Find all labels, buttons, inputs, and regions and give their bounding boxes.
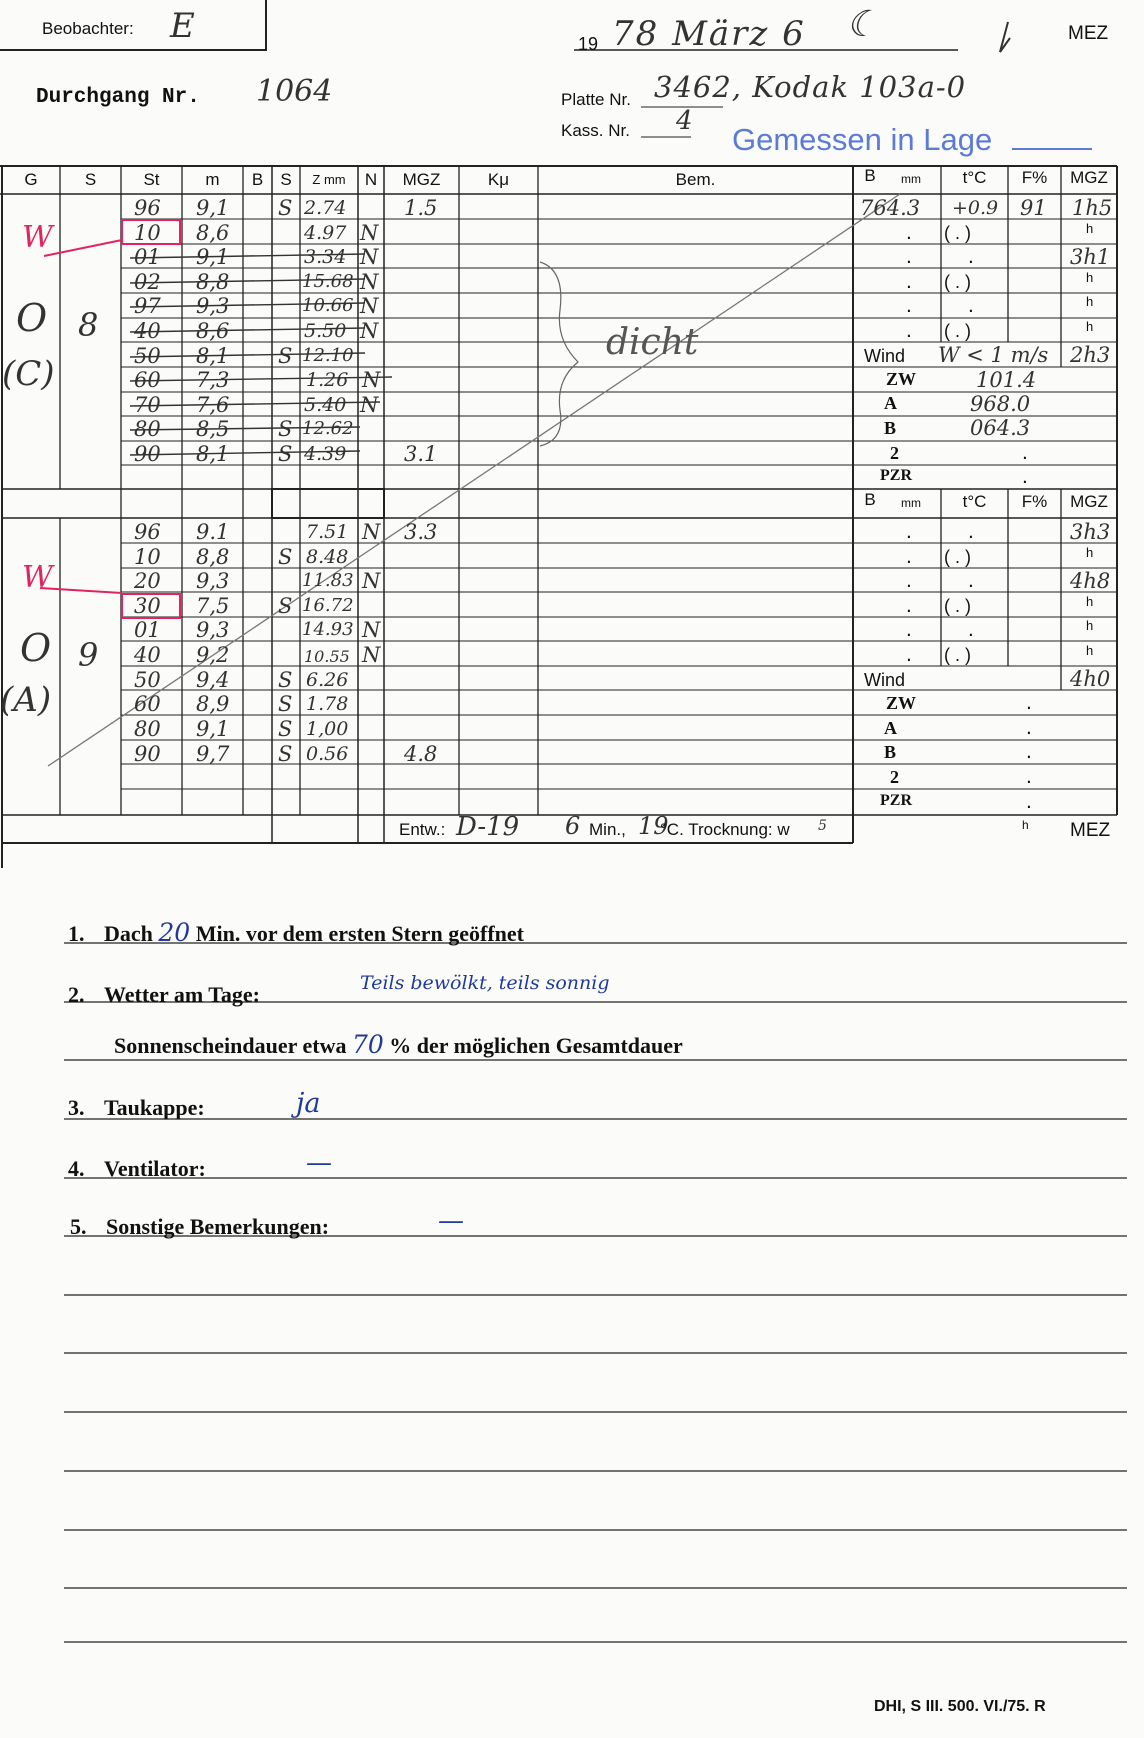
z-cell: 5.50	[304, 320, 347, 342]
side2-hdr-t: t°C	[962, 492, 987, 511]
side2-hdr-b: B	[864, 490, 876, 509]
mgz-cell: 4h8	[1070, 569, 1111, 593]
note3-num: 3.	[68, 1095, 85, 1120]
block2-o-mark: O	[20, 626, 52, 670]
block1-o-mark: O	[16, 296, 48, 340]
b-cell: .	[906, 569, 912, 592]
col-bem: Bem.	[675, 170, 716, 189]
mgz-cell: 3.1	[404, 442, 438, 466]
param-label: 2	[890, 443, 899, 463]
param-value: .	[1022, 441, 1028, 464]
s-cell: S	[278, 668, 293, 692]
st-cell: 60	[134, 692, 161, 716]
durchgang-value: 1064	[256, 74, 333, 109]
mgz-cell: h	[1086, 643, 1094, 658]
kass-label: Kass. Nr.	[561, 121, 630, 140]
n-cell: N	[362, 569, 381, 593]
z-cell: 7.51	[306, 521, 349, 543]
footer-h-mark: h	[1022, 818, 1029, 832]
entw-label: Entw.:	[399, 820, 446, 839]
s-cell: S	[278, 442, 293, 466]
t-cell: .	[968, 245, 974, 268]
b-cell: .	[906, 294, 912, 317]
st-cell: 96	[134, 520, 161, 544]
side1-hdr-mm: mm	[901, 172, 921, 186]
st-cell: 80	[134, 417, 161, 441]
beobachter-label: Beobachter:	[42, 19, 134, 38]
n-cell: N	[362, 643, 381, 667]
mgz-cell: h	[1086, 319, 1094, 334]
st-cell: 90	[134, 742, 161, 766]
m-cell: 9,1	[196, 196, 230, 220]
m-cell: 9,4	[196, 668, 230, 692]
side2-hdr-mgz: MGZ	[1070, 492, 1108, 511]
mgz-cell: h	[1086, 294, 1094, 309]
n-cell: N	[360, 245, 379, 269]
mgz-cell: 3h1	[1070, 245, 1111, 269]
z-cell: 1,00	[306, 718, 349, 740]
t-cell: +0.9	[952, 197, 999, 219]
m-cell: 9,1	[196, 717, 230, 741]
param-label: ZW	[886, 693, 917, 713]
z-cell: 12.62	[302, 418, 354, 439]
st-cell: 01	[134, 245, 161, 269]
block1-s-value: 8	[78, 306, 99, 344]
date-value: 78 März 6	[612, 14, 806, 54]
st-cell: 10	[134, 545, 161, 569]
mgz-cell: 4.8	[404, 742, 438, 766]
pencil-diagonal	[48, 194, 900, 766]
col-kmu: Kμ	[487, 170, 510, 189]
note2b	[114, 1030, 683, 1059]
z-cell: 8.48	[306, 546, 349, 568]
mgz-cell: 3h3	[1070, 520, 1111, 544]
note2-label: Wetter am Tage:	[104, 982, 261, 1007]
mgz-cell: 1.5	[404, 196, 438, 220]
note4-value: —	[306, 1148, 332, 1178]
st-cell: 80	[134, 717, 161, 741]
s-cell: S	[278, 417, 293, 441]
col-n: N	[364, 170, 378, 189]
note4-num: 4.	[68, 1156, 85, 1181]
m-cell: 9,2	[196, 643, 230, 667]
m-cell: 8,5	[196, 417, 230, 441]
note3-label: Taukappe:	[104, 1095, 205, 1120]
n-cell: N	[362, 618, 381, 642]
m-cell: 8,6	[196, 221, 230, 245]
col-z: Z mm	[312, 172, 346, 187]
t-cell: ( . )	[944, 223, 971, 243]
z-cell: 14.93	[302, 619, 354, 640]
m-cell: 8,1	[196, 442, 230, 466]
z-cell: 2.74	[304, 197, 347, 219]
col-s: S	[84, 170, 97, 189]
col-st: St	[143, 170, 160, 189]
m-cell: 9,1	[196, 245, 230, 269]
b-cell: .	[906, 594, 912, 617]
platte-label: Platte Nr.	[561, 90, 631, 109]
side2-hdr-mm: mm	[901, 496, 921, 510]
z-cell: 10.55	[304, 647, 350, 666]
n-cell: N	[360, 270, 379, 294]
z-cell: 0.56	[306, 743, 349, 765]
m-cell: 9,7	[196, 742, 230, 766]
temp-value: 19	[638, 812, 669, 840]
col-m: m	[205, 170, 220, 189]
st-cell: 70	[134, 393, 161, 417]
note4-label: Ventilator:	[104, 1156, 206, 1181]
t-cell: ( . )	[944, 272, 971, 292]
b-cell: .	[906, 618, 912, 641]
note2-num: 2.	[68, 982, 85, 1007]
z-cell: 6.26	[306, 669, 349, 691]
st-cell: 01	[134, 618, 161, 642]
trocknung-label: °C. Trocknung: w	[660, 820, 790, 839]
f-cell: 91	[1020, 196, 1047, 220]
note5-label: Sonstige Bemerkungen:	[106, 1214, 330, 1239]
t-cell: ( . )	[944, 596, 971, 616]
m-cell: 7,3	[196, 368, 230, 392]
m-cell: 8,8	[196, 545, 230, 569]
entw-value: D-19	[456, 812, 520, 842]
note1-pre: Dach	[104, 921, 153, 946]
st-cell: 40	[134, 319, 161, 343]
st-cell: 90	[134, 442, 161, 466]
arrow-mark-icon	[1000, 22, 1010, 52]
param-label: ZW	[886, 369, 917, 389]
m-cell: 9,3	[196, 294, 230, 318]
gemessen-stamp: Gemessen in Lage	[732, 122, 993, 157]
m-cell: 8,6	[196, 319, 230, 343]
block2-a-mark: (A)	[0, 680, 52, 720]
t-cell: .	[968, 569, 974, 592]
note3	[68, 1095, 205, 1121]
param-label: PZR	[880, 792, 912, 809]
side1-wind-mgz: 2h3	[1070, 343, 1111, 367]
min-value: 6	[565, 812, 581, 840]
param-label: A	[884, 718, 897, 738]
st-cell: 96	[134, 196, 161, 220]
note5-value: —	[438, 1206, 464, 1236]
note1-num: 1.	[68, 921, 85, 946]
side1-wind-label: Wind	[864, 346, 906, 366]
header-mez-label: MEZ	[1068, 23, 1109, 44]
z-cell: 3.34	[304, 246, 347, 268]
block1-w-mark: W	[22, 220, 53, 255]
kass-value: 4	[676, 106, 693, 136]
note5	[70, 1214, 329, 1240]
n-cell: N	[362, 520, 381, 544]
side2-hdr-f: F%	[1021, 492, 1048, 511]
z-cell: 4.39	[304, 443, 347, 465]
n-cell: N	[360, 393, 379, 417]
b-cell: .	[906, 643, 912, 666]
note1-post: Min. vor dem ersten Stern geöffnet	[195, 921, 524, 946]
z-cell: 16.72	[302, 595, 354, 616]
s-cell: S	[278, 692, 293, 716]
param-value: 064.3	[970, 416, 1031, 440]
col-g: G	[24, 170, 38, 189]
st-cell: 50	[134, 668, 161, 692]
param-value: .	[1026, 790, 1032, 813]
block2-s-value: 9	[78, 636, 99, 674]
mgz-cell: h	[1086, 221, 1094, 236]
t-cell: ( . )	[944, 321, 971, 341]
b-cell: .	[906, 520, 912, 543]
m-cell: 7,6	[196, 393, 230, 417]
m-cell: 9,3	[196, 618, 230, 642]
m-cell: 7,5	[196, 594, 230, 618]
n-cell: N	[362, 368, 381, 392]
side1-hdr-b: B	[864, 166, 876, 185]
st-cell: 97	[134, 294, 161, 318]
side2-wind-label: Wind	[864, 670, 906, 690]
st-cell: 50	[134, 344, 161, 368]
side1-hdr-f: F%	[1021, 168, 1048, 187]
b-cell: .	[906, 270, 912, 293]
block2-w-mark: W	[22, 560, 53, 595]
mgz-cell: h	[1086, 594, 1094, 609]
param-label: A	[884, 393, 897, 413]
mgz-cell: 3.3	[404, 520, 438, 544]
side1-hdr-mgz: MGZ	[1070, 168, 1108, 187]
note2b-post: % der möglichen Gesamtdauer	[389, 1033, 683, 1058]
form-id: DHI, S III. 500. VI./75. R	[874, 1698, 1046, 1715]
z-cell: 15.68	[302, 271, 354, 292]
note1-value: 20	[158, 918, 191, 947]
note2	[68, 982, 260, 1008]
z-cell: 10.66	[302, 295, 354, 316]
param-value: 968.0	[970, 392, 1031, 416]
z-cell: 12.10	[302, 345, 354, 366]
col-mgz: MGZ	[402, 170, 441, 189]
note1	[68, 918, 524, 947]
side1-hdr-t: t°C	[962, 168, 987, 187]
t-cell: .	[968, 618, 974, 641]
mgz-cell: h	[1086, 270, 1094, 285]
n-cell: N	[360, 221, 379, 245]
param-label: B	[884, 742, 897, 762]
platte-value: 3462, Kodak 103a-0	[654, 70, 967, 104]
st-cell: 10	[134, 221, 161, 245]
m-cell: 8,8	[196, 270, 230, 294]
param-value: .	[1022, 465, 1028, 488]
n-cell: N	[360, 294, 379, 318]
st-cell: 30	[134, 594, 161, 618]
m-cell: 9.1	[196, 520, 230, 544]
moon-mark: ☾	[846, 4, 879, 45]
st-cell: 20	[134, 569, 161, 593]
brace-mark	[540, 262, 578, 446]
st-cell: 60	[134, 368, 161, 392]
s-cell: S	[278, 196, 293, 220]
z-cell: 11.83	[302, 570, 354, 591]
bem-dicht: dicht	[606, 322, 699, 363]
st-cell: 02	[134, 270, 161, 294]
b-cell: .	[906, 221, 912, 244]
z-cell: 5.40	[304, 394, 347, 416]
durchgang-label: Durchgang Nr.	[36, 86, 200, 109]
side1-wind-value: W < 1 m/s	[938, 343, 1049, 367]
param-value: .	[1026, 716, 1032, 739]
s-cell: S	[278, 594, 293, 618]
s-cell: S	[278, 344, 293, 368]
z-cell: 1.26	[306, 369, 349, 391]
footer-mez-label: MEZ	[1070, 820, 1111, 841]
trocknung-value: 5	[818, 818, 827, 834]
t-cell: ( . )	[944, 645, 971, 665]
beobachter-value: E	[170, 6, 195, 46]
st-cell: 40	[134, 643, 161, 667]
note2-value: Teils bewölkt, teils sonnig	[360, 972, 610, 994]
param-value: .	[1026, 691, 1032, 714]
b-cell: 764.3	[860, 196, 921, 220]
block1-c-mark: (C)	[2, 354, 55, 394]
b-cell: .	[906, 319, 912, 342]
col-s2: S	[280, 170, 292, 189]
m-cell: 9,3	[196, 569, 230, 593]
m-cell: 8,1	[196, 344, 230, 368]
param-label: 2	[890, 767, 899, 787]
t-cell: ( . )	[944, 547, 971, 567]
s-cell: S	[278, 545, 293, 569]
mgz-cell: 1h5	[1072, 196, 1113, 220]
b-cell: .	[906, 245, 912, 268]
t-cell: .	[968, 294, 974, 317]
side2-wind-mgz: 4h0	[1070, 667, 1111, 691]
param-value: .	[1026, 765, 1032, 788]
t-cell: .	[968, 520, 974, 543]
z-cell: 1.78	[306, 693, 349, 715]
note2b-value: 70	[351, 1030, 384, 1059]
b-cell: .	[906, 545, 912, 568]
param-value: 101.4	[976, 368, 1037, 392]
param-label: PZR	[880, 467, 912, 484]
col-b: B	[251, 170, 264, 189]
year-prefix: 19	[578, 34, 599, 54]
s-cell: S	[278, 742, 293, 766]
note2b-pre: Sonnenscheindauer etwa	[114, 1033, 347, 1058]
n-cell: N	[360, 319, 379, 343]
note3-value: ja	[296, 1088, 321, 1119]
param-value: .	[1026, 740, 1032, 763]
min-label: Min.,	[589, 820, 626, 839]
m-cell: 8,9	[196, 692, 230, 716]
mgz-cell: h	[1086, 545, 1094, 560]
s-cell: S	[278, 717, 293, 741]
param-label: B	[884, 418, 897, 438]
note5-num: 5.	[70, 1214, 87, 1239]
mgz-cell: h	[1086, 618, 1094, 633]
note4	[68, 1156, 206, 1182]
z-cell: 4.97	[304, 222, 347, 244]
